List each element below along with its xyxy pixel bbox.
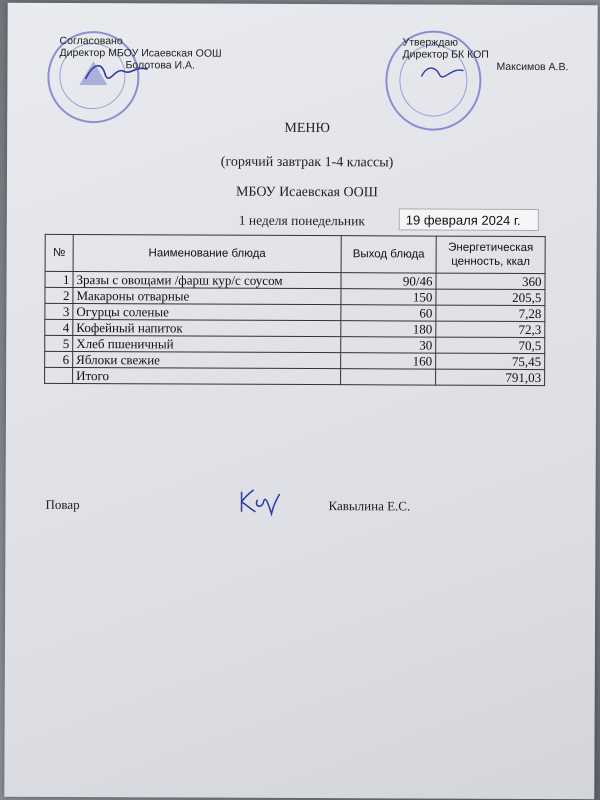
- row-output: 150: [341, 289, 436, 305]
- table-row: [45, 287, 545, 305]
- row-dish-name: Яблоки свежие: [73, 352, 341, 369]
- approval-left-name: Болотова И.А.: [125, 59, 195, 72]
- table-row: [45, 319, 545, 337]
- approval-right-name: Максимов А.В.: [496, 60, 569, 74]
- table-row: [45, 303, 545, 321]
- table-row: [45, 351, 545, 369]
- row-output: 180: [341, 321, 436, 337]
- date-field: 19 февраля 2024 г.: [399, 208, 539, 231]
- approval-left-label: Согласовано: [59, 34, 123, 48]
- document-page: [4, 3, 597, 800]
- row-energy: 70,5: [436, 337, 545, 353]
- row-dish-name: Кофейный напиток: [73, 320, 341, 337]
- row-dish-name: Макароны отварные: [73, 288, 341, 305]
- total-label: Итого: [73, 368, 341, 385]
- approval-block-right: [402, 36, 568, 73]
- school-name: МБОУ Исаевская ООШ: [235, 184, 378, 201]
- row-dish-name: Огурцы соленые: [73, 304, 341, 321]
- approval-right-label: Утверждаю: [402, 36, 459, 49]
- row-num: 6: [45, 351, 73, 367]
- header-dish-name: Наименование блюда: [73, 235, 341, 273]
- row-dish-name: Хлеб пшеничный: [73, 336, 341, 353]
- row-output: 160: [341, 353, 436, 369]
- menu-title: МЕНЮ: [284, 120, 330, 137]
- total-row: [45, 367, 545, 385]
- menu-table: [44, 234, 546, 386]
- row-num: 2: [45, 287, 73, 303]
- header-energy: Энергетическая ценность, ккал: [436, 236, 545, 273]
- cook-label: Повар: [45, 496, 80, 513]
- row-energy: 72,3: [436, 321, 545, 337]
- table-row: [45, 271, 545, 289]
- row-num: 3: [45, 303, 73, 319]
- total-output-cell: [341, 369, 436, 385]
- approval-left-position: Директор МБОУ Исаевская ООШ: [59, 46, 222, 60]
- header-output: Выход блюда: [341, 236, 436, 273]
- row-dish-name: Зразы с овощами /фарш кур/с соусом: [73, 272, 341, 289]
- row-energy: 7,28: [436, 305, 545, 321]
- row-num: 1: [45, 271, 73, 287]
- cook-name: Кавылина Е.С.: [328, 498, 411, 514]
- approval-right-position: Директор БК КОП: [402, 48, 489, 61]
- row-energy: 205,5: [436, 289, 545, 305]
- row-num: 4: [45, 319, 73, 335]
- signature-cook: [233, 484, 283, 518]
- row-num: 5: [45, 335, 73, 351]
- menu-subtitle: (горячий завтрак 1-4 классы): [220, 154, 394, 171]
- approval-block-left: [59, 35, 221, 72]
- week-day-label: 1 неделя понедельник: [238, 212, 365, 229]
- total-num-cell: [45, 367, 73, 383]
- row-energy: 75,45: [436, 353, 545, 369]
- header-num: №: [45, 234, 73, 271]
- total-value: 791,03: [436, 369, 545, 385]
- row-output: 30: [341, 337, 436, 353]
- row-output: 90/46: [341, 273, 436, 289]
- table-header-row: [45, 234, 545, 273]
- row-output: 60: [341, 305, 436, 321]
- table-row: [45, 335, 545, 353]
- row-energy: 360: [436, 273, 545, 289]
